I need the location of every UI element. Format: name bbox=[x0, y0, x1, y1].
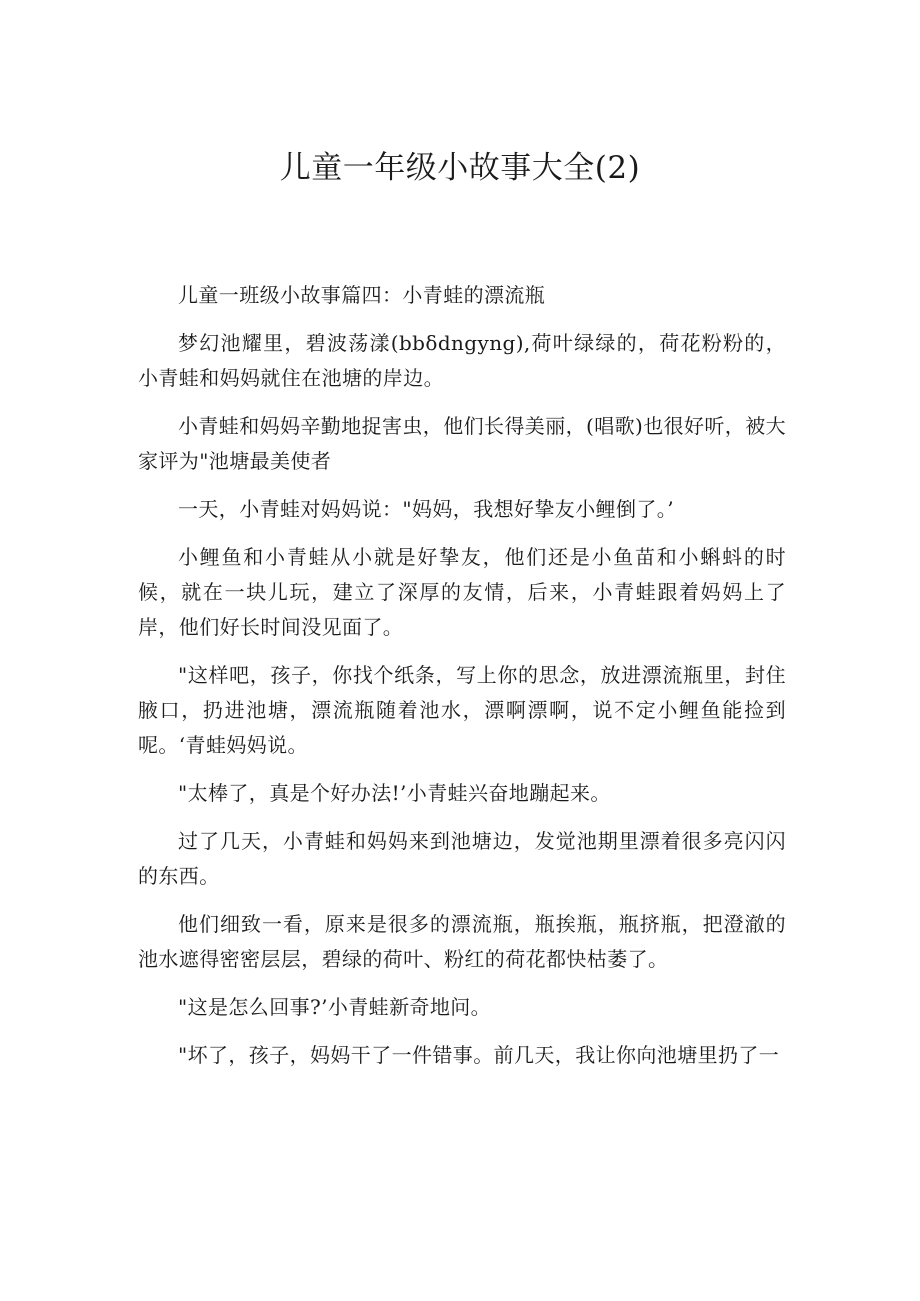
document-body bbox=[138, 278, 786, 1086]
paragraph: 小鲤鱼和小青蛙从小就是好挚友，他们还是小鱼苗和小蝌蚪的时候，就在一块儿玩，建立了深厚的友情，后来，小青蛙跟着妈妈上了岸，他们好长时间没见面了。 bbox=[138, 545, 786, 639]
paragraph: "这样吧，孩子，你找个纸条，写上你的思念，放进漂流瓶里，封住腋口，扔进池塘，漂流瓶随着池水，漂啊漂啊，说不定小鲤鱼能捡到呢。‘青蛙妈妈说。 bbox=[138, 663, 786, 757]
paragraph-heading: 儿童一班级小故事篇四：小青蛙的漂流瓶 bbox=[178, 283, 546, 307]
paragraph: 小青蛙和妈妈辛勤地捉害虫，他们长得美丽，(唱歌)也很好听，被大家评为"池塘最美使者 bbox=[138, 414, 787, 473]
paragraph: 一天，小青蛙对妈妈说："妈妈，我想好挚友小鲤倒了。’ bbox=[178, 497, 674, 521]
paragraph: "太棒了，真是个好办法!’小青蛙兴奋地蹦起来。 bbox=[178, 781, 611, 805]
document-title: 儿童一年级小故事大全(2) bbox=[279, 150, 641, 186]
paragraph: "坏了，孩子，妈妈干了一件错事。前几天，我让你向池塘里扔了一 bbox=[178, 1043, 780, 1067]
paragraph: 梦幻池耀里，碧波荡漾(bbδdngyng),荷叶绿绿的，荷花粉粉的，小青蛙和妈妈就住在池塘的岸边。 bbox=[138, 331, 786, 390]
paragraph: 他们细致一看，原来是很多的漂流瓶，瓶挨瓶，瓶挤瓶，把澄澈的池水遮得密密层层，碧绿的荷叶、粉红的荷花都快枯萎了。 bbox=[138, 912, 786, 971]
paragraph: 过了几天，小青蛙和妈妈来到池塘边，发觉池期里漂着很多亮闪闪的东西。 bbox=[138, 829, 786, 888]
paragraph: "这是怎么回事?’小青蛙新奇地问。 bbox=[178, 995, 492, 1019]
